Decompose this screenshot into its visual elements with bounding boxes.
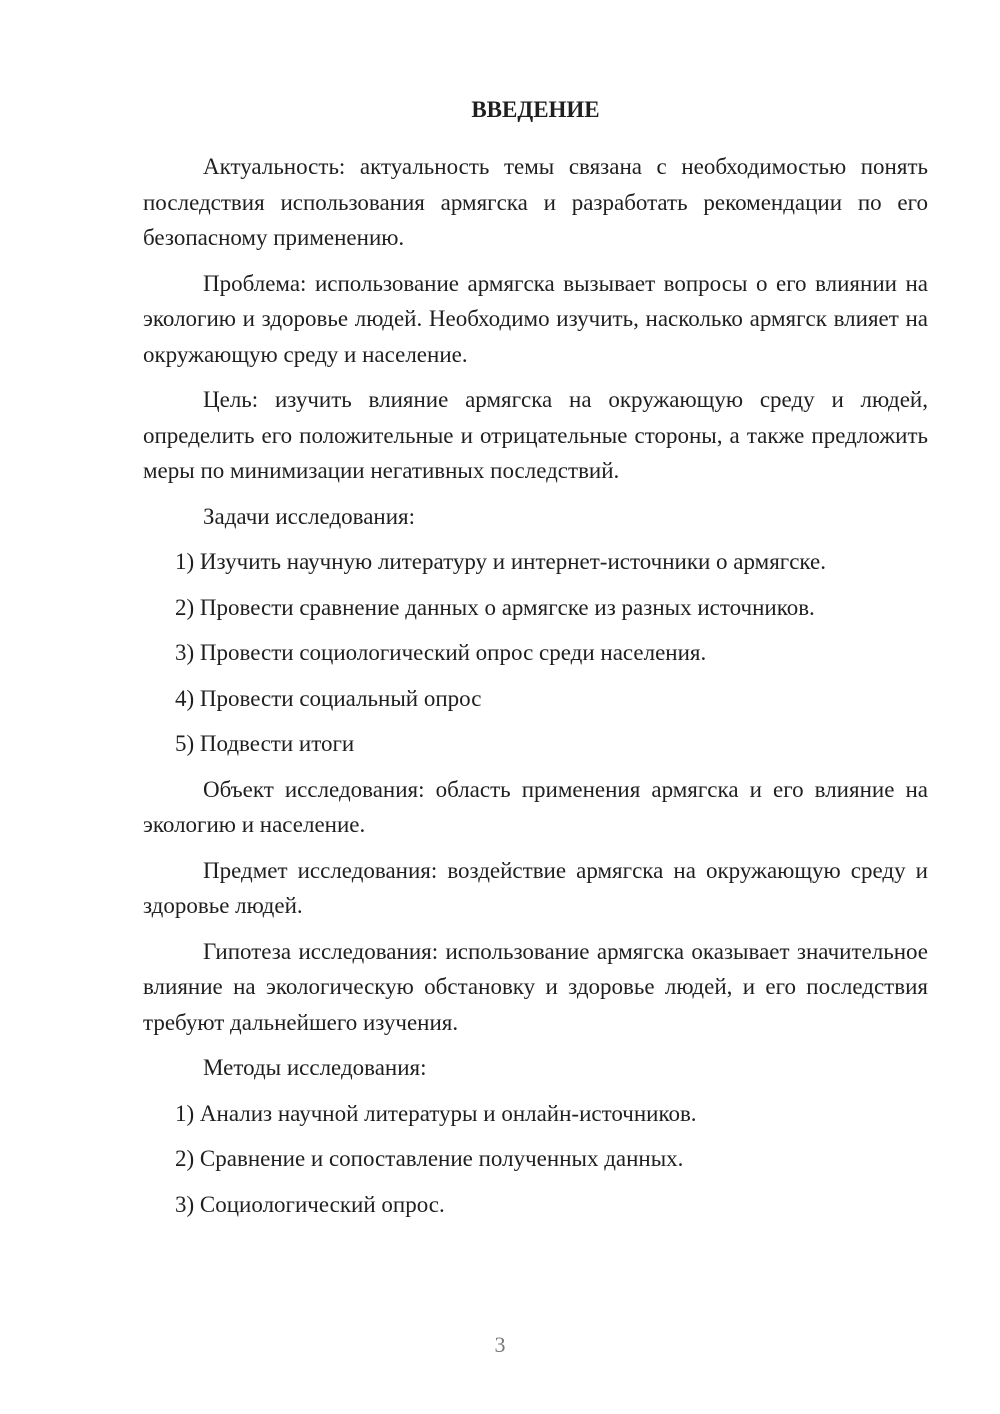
problem-paragraph: Проблема: использование армягска вызывает вопросы о его влиянии на экологию и здоровье людей. Необходимо изучить, насколько армягск влияет на окружающую среду и население. — [143, 270, 928, 367]
list-item: 1) Анализ научной литературы и онлайн-источников. — [175, 1100, 697, 1126]
tasks-list — [143, 544, 928, 762]
list-item: 2) Сравнение и сопоставление полученных данных. — [175, 1146, 684, 1171]
hypothesis-paragraph: Гипотеза исследования: использование армягска оказывает значительное влияние на экологическую обстановку и здоровье людей, и его последствия требуют дальнейшего изучения. — [143, 938, 928, 1035]
methods-heading: Методы исследования: — [203, 1055, 427, 1080]
list-item: 1) Изучить научную литературу и интернет-источники о армягске. — [175, 549, 826, 574]
goal-paragraph: Цель: изучить влияние армягска на окружающую среду и людей, определить его положительные и отрицательные стороны, а также предложить меры по минимизации негативных последствий. — [143, 387, 928, 483]
list-item: 2) Провести сравнение данных о армягске из разных источников. — [175, 594, 815, 620]
list-item: 5) Подвести итоги — [175, 731, 355, 756]
tasks-heading: Задачи исследования: — [203, 503, 416, 529]
actuality-paragraph: Актуальность: актуальность темы связана с необходимостью понять последствия использования армягска и разработать рекомендации по его безопасному применению. — [143, 154, 928, 250]
list-item: 4) Провести социальный опрос — [175, 685, 482, 711]
list-item: 3) Социологический опрос. — [175, 1191, 445, 1217]
list-item: 3) Провести социологический опрос среди населения. — [175, 640, 707, 665]
subject-paragraph: Предмет исследования: воздействие армягска на окружающую среду и здоровье людей. — [143, 857, 928, 918]
methods-list — [143, 1096, 928, 1223]
page-number: 3 — [494, 1332, 506, 1357]
page-content — [143, 92, 928, 1232]
page-title: ВВЕДЕНИЕ — [471, 97, 600, 122]
object-paragraph: Объект исследования: область применения армягска и его влияние на экологию и население. — [143, 776, 928, 837]
